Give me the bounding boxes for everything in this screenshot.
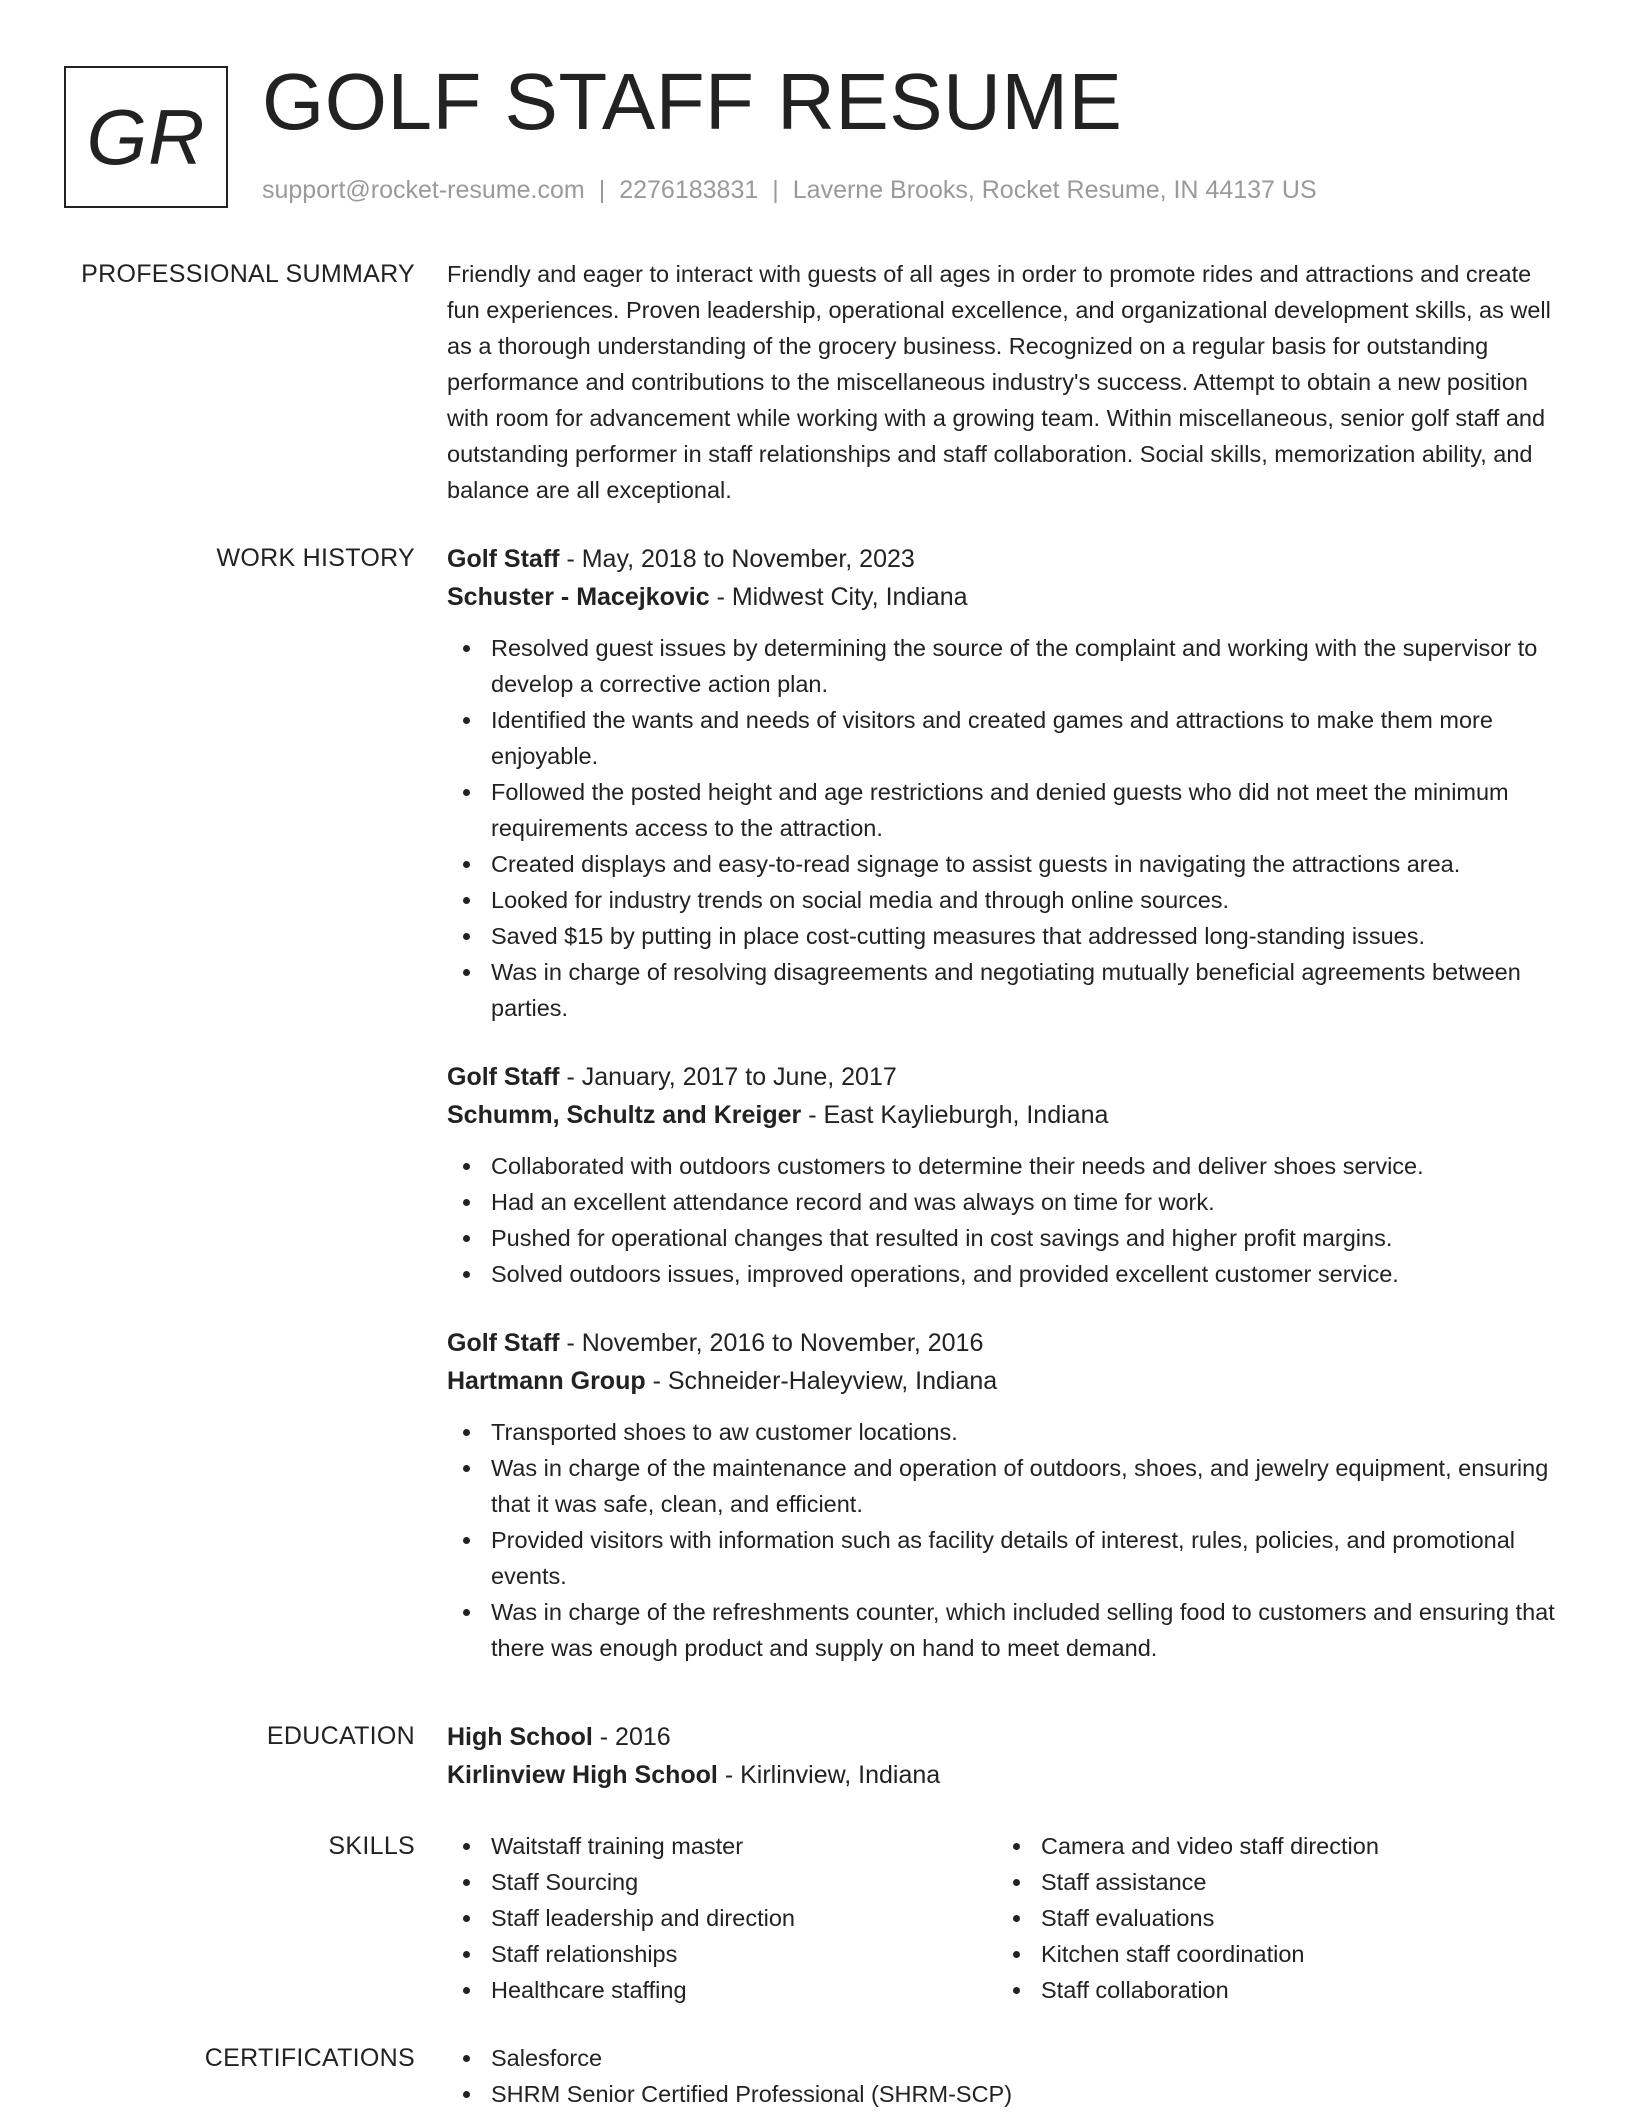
job-entry [447, 1058, 1567, 1292]
summary-body [447, 256, 1567, 508]
job-bullet: Was in charge of the refreshments counter, which included selling food to customers and ensuring that there was enough product and supply on hand to meet demand. [447, 1594, 1567, 1666]
resume-title: GOLF STAFF RESUME [262, 57, 1123, 146]
section-label-education: EDUCATION [266, 1722, 415, 1750]
skill-item: Staff Sourcing [447, 1864, 997, 1900]
job-entry [447, 540, 1567, 1026]
education-year: - 2016 [592, 1723, 671, 1751]
section-label-skills: SKILLS [328, 1832, 415, 1860]
education-degree: High School [447, 1723, 593, 1751]
work-history-body [447, 540, 1567, 1666]
skills-body [447, 1828, 1567, 2008]
job-bullet: Looked for industry trends on social media and through online sources. [447, 882, 1567, 918]
education-school-line [447, 1756, 1567, 1794]
certification-item: Salesforce [447, 2040, 1567, 2076]
section-label-work-history: WORK HISTORY [216, 544, 415, 572]
job-title: Golf Staff [447, 1329, 560, 1357]
education-degree-line [447, 1718, 1567, 1756]
skill-item: Staff relationships [447, 1936, 997, 1972]
job-title: Golf Staff [447, 1063, 560, 1091]
education-school: Kirlinview High School [447, 1761, 718, 1789]
job-bullet: Followed the posted height and age restrictions and denied guests who did not meet the minimum requirements access to the attraction. [447, 774, 1567, 846]
education-location: - Kirlinview, Indiana [717, 1761, 941, 1789]
certifications-list [447, 2040, 1567, 2112]
job-title-line [447, 540, 1567, 578]
education-body [447, 1718, 1567, 1794]
contact-email: support@rocket-resume.com [262, 176, 585, 204]
job-bullet: Had an excellent attendance record and was always on time for work. [447, 1184, 1567, 1220]
skill-item: Staff assistance [997, 1864, 1547, 1900]
job-bullet: Identified the wants and needs of visitors and created games and attractions to make them more enjoyable. [447, 702, 1567, 774]
contact-separator: | [598, 176, 606, 204]
skill-item: Camera and video staff direction [997, 1828, 1547, 1864]
job-location: - Schneider-Haleyview, Indiana [645, 1367, 998, 1395]
job-location: - Midwest City, Indiana [709, 583, 968, 611]
job-location: - East Kaylieburgh, Indiana [801, 1101, 1109, 1129]
section-label-summary: PROFESSIONAL SUMMARY [81, 260, 415, 288]
summary-text: Friendly and eager to interact with guests of all ages in order to promote rides and attractions and create fun experiences. Proven leadership, operational excellence, and organizational development skills, as well as a thorough understanding of the grocery business. Recognized on a regular basis for outstanding performance and contributions to the miscellaneous industry's success. Attempt to obtain a new position with room for advancement while working with a growing team. Within miscellaneous, senior golf staff and outstanding performer in staff relationships and staff collaboration. Social skills, memorization ability, and balance are all exceptional. [447, 261, 1551, 503]
monogram-logo: GR [64, 66, 228, 208]
job-dates: - November, 2016 to November, 2016 [559, 1329, 984, 1357]
job-bullet: Saved $15 by putting in place cost-cutting measures that addressed long-standing issues. [447, 918, 1567, 954]
skill-item: Staff collaboration [997, 1972, 1547, 2008]
skill-item: Staff leadership and direction [447, 1900, 997, 1936]
job-dates: - January, 2017 to June, 2017 [559, 1063, 897, 1091]
job-entry [447, 1324, 1567, 1666]
section-label-certifications: CERTIFICATIONS [204, 2044, 415, 2072]
contact-phone: 2276183831 [619, 176, 759, 204]
skill-item: Waitstaff training master [447, 1828, 997, 1864]
job-bullet: Resolved guest issues by determining the source of the complaint and working with the supervisor to develop a corrective action plan. [447, 630, 1567, 702]
job-bullet: Transported shoes to aw customer locations. [447, 1414, 1567, 1450]
skill-item: Staff evaluations [997, 1900, 1547, 1936]
skills-column-left [447, 1828, 997, 2008]
job-company-line [447, 578, 1567, 616]
job-dates: - May, 2018 to November, 2023 [559, 545, 915, 573]
job-bullet: Created displays and easy-to-read signage to assist guests in navigating the attractions area. [447, 846, 1567, 882]
job-title-line [447, 1058, 1567, 1096]
job-bullet: Provided visitors with information such as facility details of interest, rules, policies, and promotional events. [447, 1522, 1567, 1594]
job-company-line [447, 1096, 1567, 1134]
job-bullet: Collaborated with outdoors customers to determine their needs and deliver shoes service. [447, 1148, 1567, 1184]
certifications-body [447, 2040, 1567, 2112]
skill-item: Healthcare staffing [447, 1972, 997, 2008]
job-bullet: Pushed for operational changes that resulted in cost savings and higher profit margins. [447, 1220, 1567, 1256]
job-bullets [447, 630, 1567, 1026]
job-company: Schuster - Macejkovic [447, 583, 710, 611]
skill-item: Kitchen staff coordination [997, 1936, 1547, 1972]
contact-separator: | [772, 176, 779, 204]
contact-address: Laverne Brooks, Rocket Resume, IN 44137 US [792, 176, 1317, 204]
job-bullet: Solved outdoors issues, improved operations, and provided excellent customer service. [447, 1256, 1567, 1292]
contact-line [262, 174, 1317, 206]
job-company-line [447, 1362, 1567, 1400]
job-bullets [447, 1414, 1567, 1666]
skills-grid [447, 1828, 1567, 2008]
job-bullet: Was in charge of resolving disagreements and negotiating mutually beneficial agreements between parties. [447, 954, 1567, 1026]
job-company: Schumm, Schultz and Kreiger [447, 1101, 802, 1129]
job-title-line [447, 1324, 1567, 1362]
certification-item: SHRM Senior Certified Professional (SHRM-SCP) [447, 2076, 1567, 2112]
job-bullets [447, 1148, 1567, 1292]
job-title: Golf Staff [447, 545, 560, 573]
job-bullet: Was in charge of the maintenance and operation of outdoors, shoes, and jewelry equipment, ensuring that it was safe, clean, and efficient. [447, 1450, 1567, 1522]
skills-column-right [997, 1828, 1547, 2008]
job-company: Hartmann Group [447, 1367, 646, 1395]
